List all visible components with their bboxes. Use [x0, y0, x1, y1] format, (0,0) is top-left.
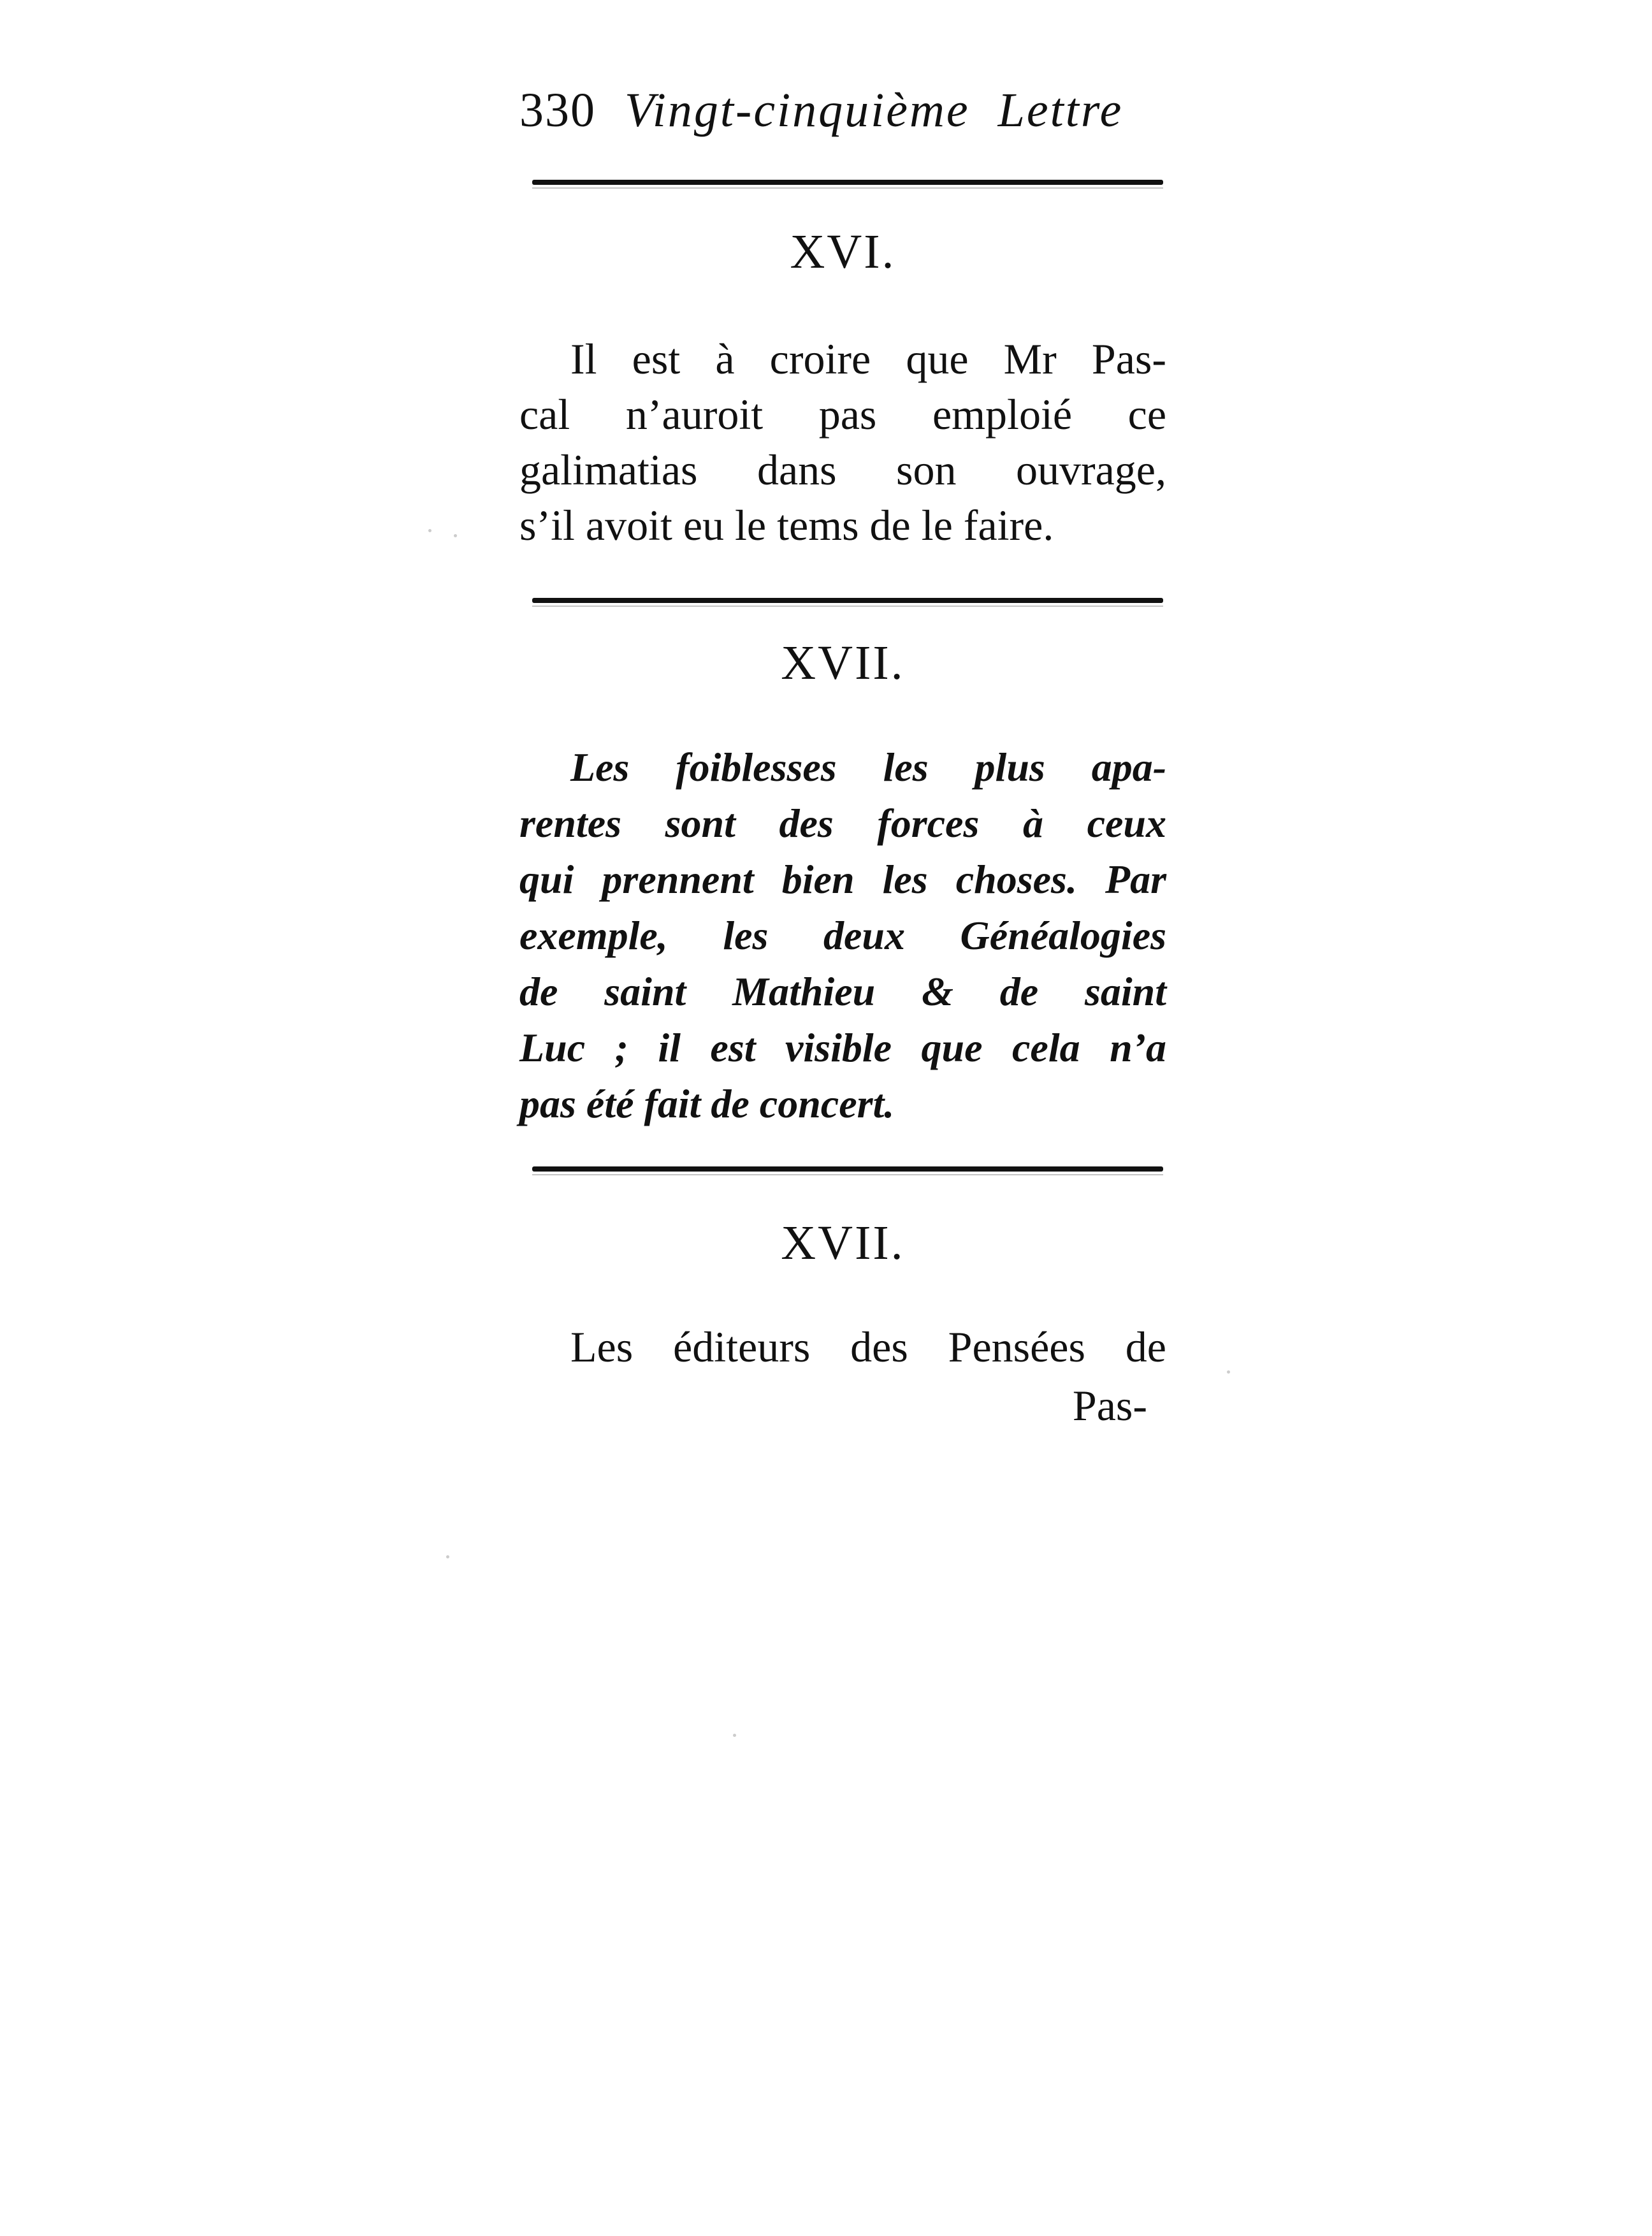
section-numeral: XVI. [790, 225, 896, 279]
paragraph-xviii [519, 1319, 1166, 1375]
running-title: Vingt-cinquième Lettre [625, 83, 1124, 137]
page-number: 330 [519, 83, 596, 137]
paper-speck [1227, 1370, 1230, 1374]
paragraph-xvi [519, 331, 1166, 553]
paragraph-line: galimatias dans son ouvrage, [519, 446, 1166, 494]
paper-speck [733, 1734, 736, 1737]
paragraph-line: Il est à croire que Mr Pas- [570, 335, 1166, 383]
paragraph-xvii [519, 739, 1166, 1132]
paragraph-line: exemple, les deux Généalogies [519, 913, 1166, 958]
paragraph-line: Les foiblesses les plus apa- [570, 744, 1166, 790]
section-divider [532, 1166, 1163, 1172]
paper-speck [446, 1555, 449, 1558]
paragraph-line: cal n’auroit pas emploié ce [519, 390, 1166, 439]
paragraph-line: rentes sont des forces à ceux [519, 801, 1166, 846]
section-numeral: XVII. [781, 1216, 905, 1270]
section-numeral: XVII. [781, 636, 905, 690]
running-head [519, 75, 1157, 145]
section-divider [532, 180, 1163, 185]
paragraph-line: Les éditeurs des Pensées de [570, 1323, 1166, 1371]
paper-speck [454, 534, 457, 537]
paragraph-line: s’il avoit eu le tems de le faire. [519, 501, 1054, 549]
paragraph-line: pas été fait de concert. [519, 1081, 895, 1126]
catchword: Pas- [1072, 1381, 1147, 1430]
paragraph-line: qui prennent bien les choses. Par [519, 857, 1166, 902]
paper-speck [428, 529, 431, 532]
paragraph-line: Luc ; il est visible que cela n’a [519, 1025, 1166, 1070]
section-divider [532, 598, 1163, 603]
paragraph-line: de saint Mathieu & de saint [519, 969, 1166, 1014]
